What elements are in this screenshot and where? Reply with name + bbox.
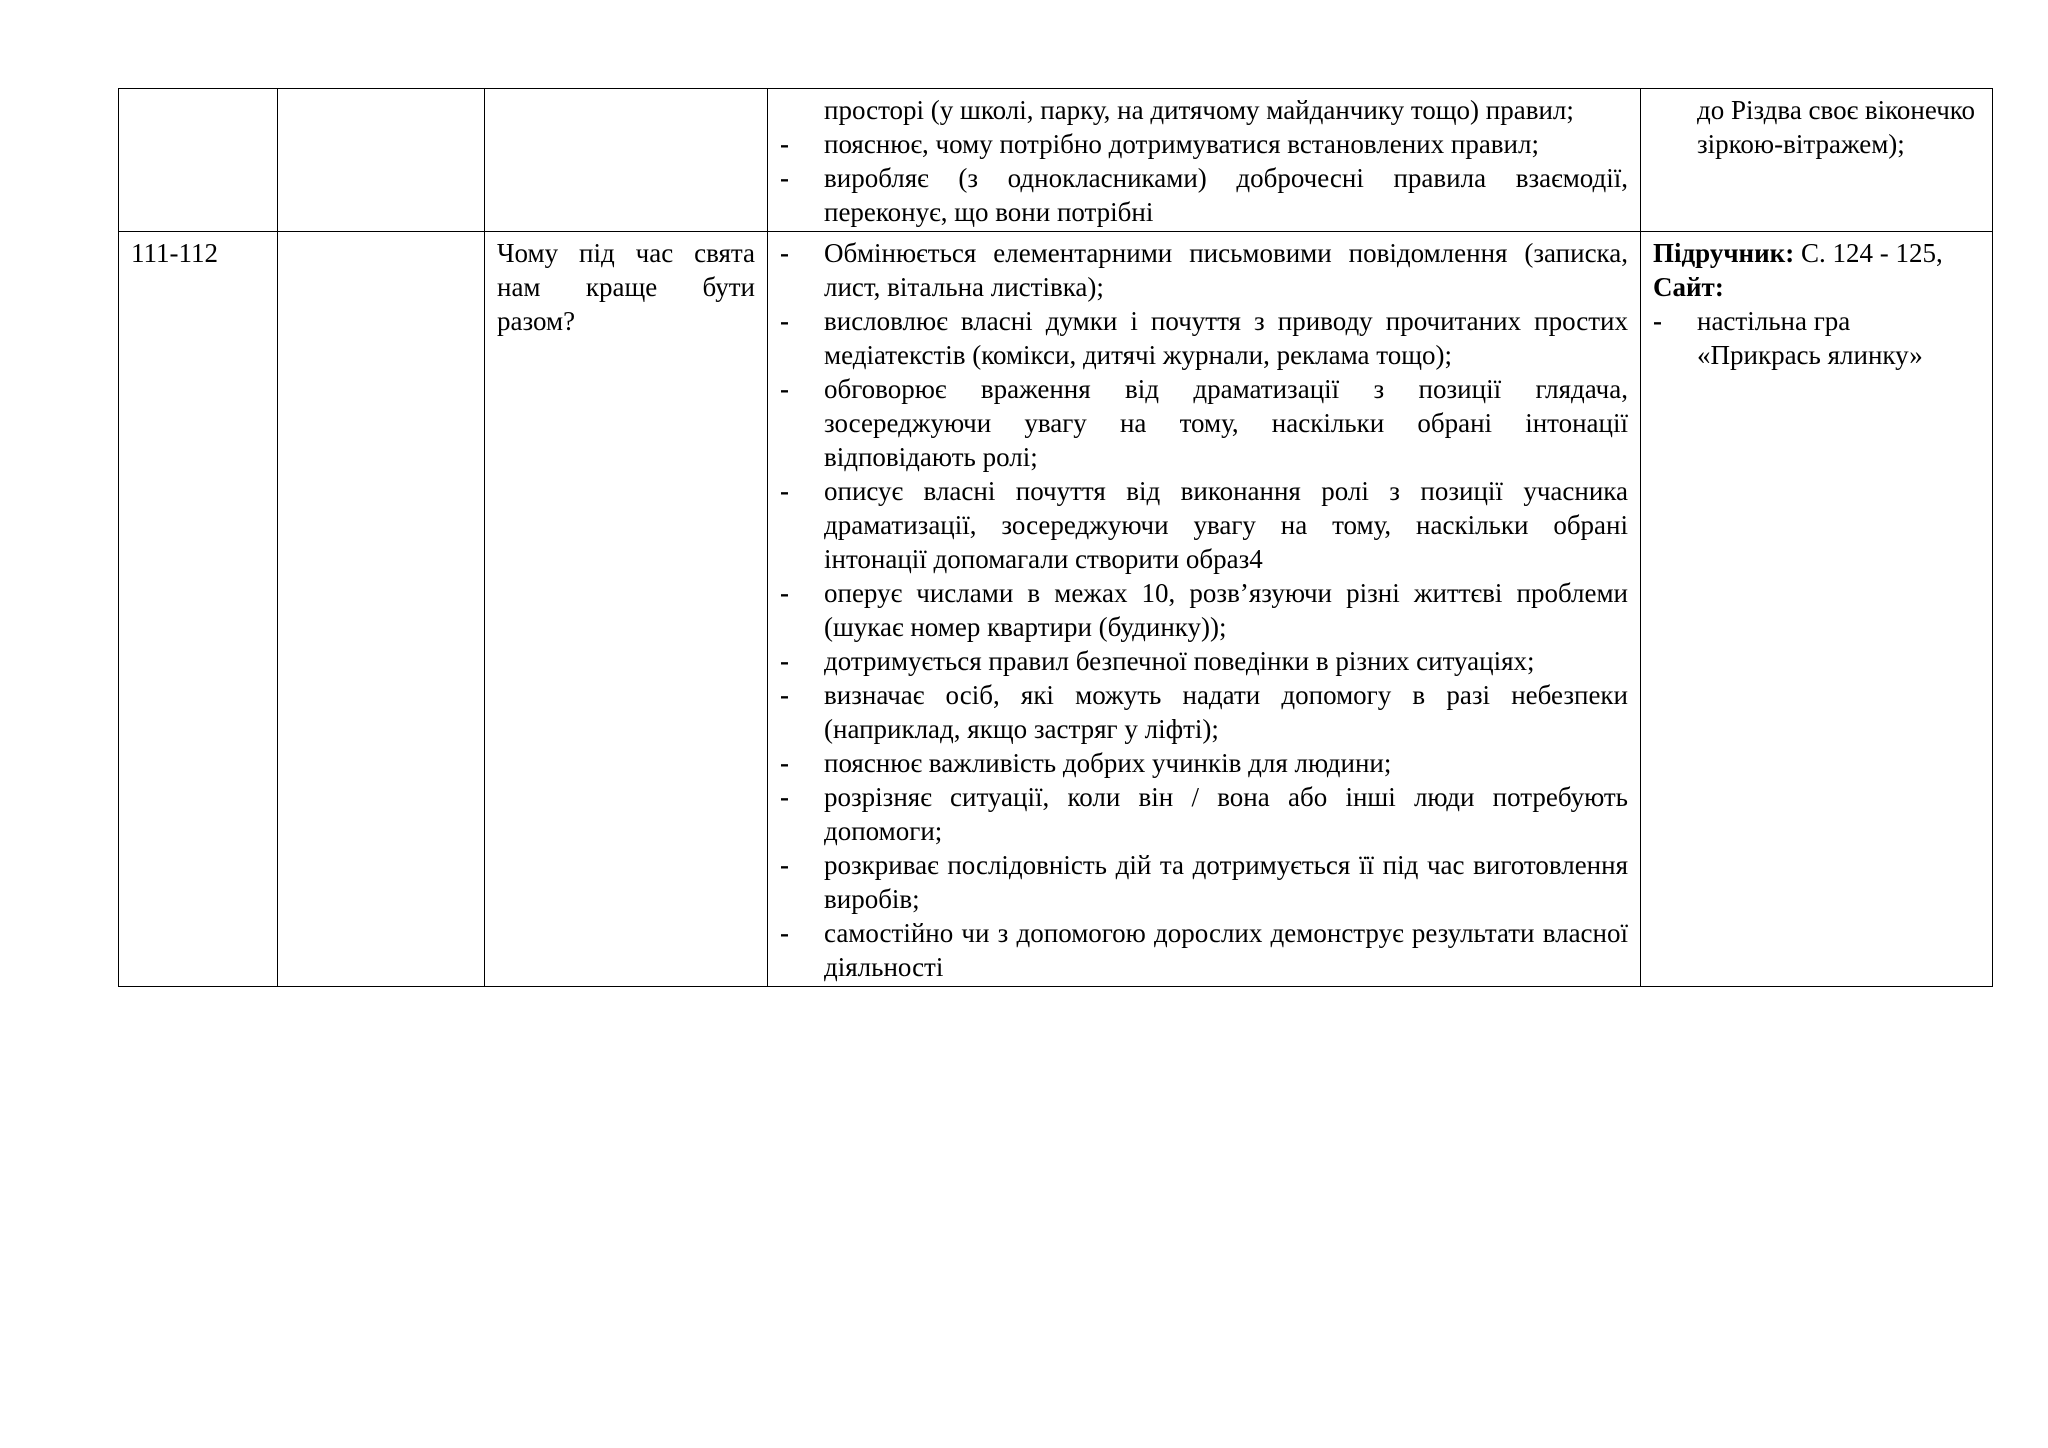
dash-bullet: - — [780, 306, 789, 336]
dash-bullet: - — [780, 748, 789, 778]
list-item: - обговорює враження від драматизації з позиції глядача, зосереджуючи увагу на тому, наскільки обрані інтонації відповідають ролі; — [780, 374, 1628, 472]
dash-bullet: - — [780, 680, 789, 710]
resources-list — [1653, 93, 1980, 161]
dash-bullet: - — [780, 374, 789, 404]
table-row — [119, 89, 1993, 232]
outcomes-list — [780, 93, 1628, 229]
list-item: - пояснює, чому потрібно дотримуватися встановлених правил; — [780, 129, 1539, 159]
topic-cell — [485, 89, 768, 232]
resource-continuation: до Різдва своє віконечко зіркою-вітражем); — [1697, 95, 1976, 159]
date-cell — [278, 89, 485, 232]
resources-cell — [1641, 232, 1993, 987]
outcome-continuation: просторі (у школі, парку, на дитячому майданчику тощо) правил; — [824, 95, 1574, 125]
outcomes-cell — [768, 232, 1641, 987]
textbook-label: Підручник: — [1653, 238, 1795, 268]
dash-bullet: - — [780, 129, 789, 159]
table-row — [119, 232, 1993, 987]
textbook-line — [1653, 236, 1980, 270]
outcomes-cell — [768, 89, 1641, 232]
dash-bullet: - — [780, 578, 789, 608]
textbook-pages: С. 124 - 125, — [1794, 238, 1943, 268]
dash-bullet: - — [1653, 306, 1662, 336]
list-item: - розрізняє ситуації, коли він / вона або інші люди потребують допомоги; — [780, 782, 1628, 846]
list-item: - описує власні почуття від виконання ролі з позиції учасника драматизації, зосереджуючи увагу на тому, наскільки обрані інтонації допомагали створити образ4 — [780, 476, 1628, 574]
dash-bullet: - — [780, 163, 789, 193]
list-item: - Обмінюється елементарними письмовими повідомлення (записка, лист, вітальна листівка); — [780, 238, 1628, 302]
list-item: - розкриває послідовність дій та дотримується її під час виготовлення виробів; — [780, 850, 1628, 914]
lesson-number-cell: 111-112 — [119, 232, 278, 987]
outcomes-list — [780, 236, 1628, 984]
list-item: - оперує числами в межах 10, розв’язуючи різні життєві проблеми (шукає номер квартири (будинку)); — [780, 578, 1628, 642]
resources-cell — [1641, 89, 1993, 232]
lesson-number-cell — [119, 89, 278, 232]
dash-bullet: - — [780, 918, 789, 948]
list-item: - виробляє (з однокласниками) доброчесні правила взаємодії, переконує, що вони потрібні — [780, 163, 1628, 227]
list-item: - дотримується правил безпечної поведінки в різних ситуаціях; — [780, 646, 1535, 676]
list-item: - самостійно чи з допомогою дорослих демонструє результати власної діяльності — [780, 918, 1628, 982]
lesson-plan-table — [118, 88, 1993, 987]
dash-bullet: - — [780, 850, 789, 880]
list-item: - визначає осіб, які можуть надати допомогу в разі небезпеки (наприклад, якщо застряг у ліфті); — [780, 680, 1628, 744]
site-label: Сайт: — [1653, 272, 1724, 302]
list-item: - настільна гра «Прикрась ялинку» — [1653, 306, 1923, 370]
list-item: - пояснює важливість добрих учинків для людини; — [780, 748, 1392, 778]
topic-cell: Чому під час свята нам краще бути разом? — [485, 232, 768, 987]
date-cell — [278, 232, 485, 987]
list-item: - висловлює власні думки і почуття з приводу прочитаних простих медіатекстів (комікси, дитячі журнали, реклама тощо); — [780, 306, 1628, 370]
dash-bullet: - — [780, 782, 789, 812]
resources-list — [1653, 304, 1980, 372]
dash-bullet: - — [780, 238, 789, 268]
dash-bullet: - — [780, 646, 789, 676]
dash-bullet: - — [780, 476, 789, 506]
